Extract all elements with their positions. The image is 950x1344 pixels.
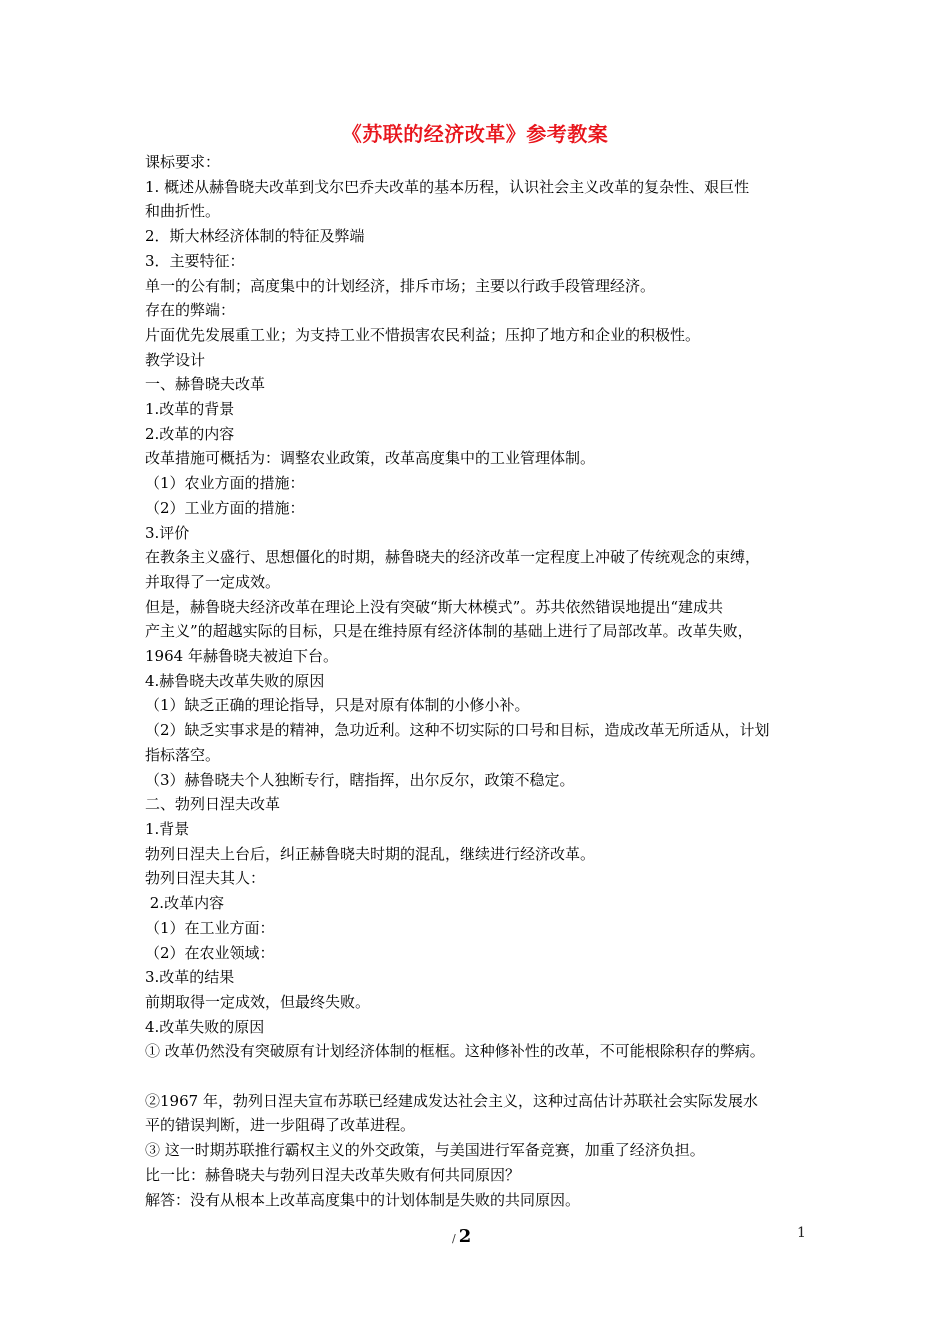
page-slash: / <box>452 1232 456 1245</box>
text-line: 但是，赫鲁晓夫经济改革在理论上没有突破“斯大林模式”。苏共依然错误地提出“建成共 <box>145 597 724 616</box>
text-line: （1）缺乏正确的理论指导，只是对原有体制的小修小补。 <box>145 696 530 715</box>
text-line: （3）赫鲁晓夫个人独断专行，瞎指挥，出尔反尔，政策不稳定。 <box>145 770 575 789</box>
text-line: 平的错误判断，进一步阻碍了改革进程。 <box>145 1116 416 1135</box>
text-line: 3.评价 <box>145 523 190 542</box>
text-line: 产主义”的超越实际的目标，只是在维持原有经济体制的基础上进行了局部改革。改革失败， <box>145 622 753 641</box>
text-line: ③ 这一时期苏联推行霸权主义的外交政策，与美国进行军备竞赛，加重了经济负担。 <box>145 1141 705 1160</box>
text-line: ① 改革仍然没有突破原有计划经济体制的框框。这种修补性的改革，不可能根除积存的弊病。 <box>145 1042 765 1061</box>
text-line: 4.改革失败的原因 <box>145 1017 265 1036</box>
text-line: 1964 年赫鲁晓夫被迫下台。 <box>145 647 338 666</box>
text-line: 存在的弊端： <box>145 301 236 320</box>
text-line: 指标落空。 <box>145 745 221 764</box>
page-total: 2 <box>458 1226 472 1247</box>
text-line: 前期取得一定成效，但最终失败。 <box>145 992 371 1011</box>
page-total-indicator <box>452 1226 471 1247</box>
text-line: （2）在农业领域： <box>145 943 275 962</box>
text-line: （2）工业方面的措施： <box>145 498 305 517</box>
text-line: 改革措施可概括为：调整农业政策，改革高度集中的工业管理体制。 <box>145 449 596 468</box>
text-line: 2.改革的内容 <box>145 424 235 443</box>
text-line: ②1967 年，勃列日涅夫宣布苏联已经建成发达社会主义，这种过高估计苏联社会实际发展水 <box>145 1091 758 1110</box>
text-line: 一、赫鲁晓夫改革 <box>145 375 266 394</box>
text-line: 和曲折性。 <box>145 202 221 221</box>
text-line: 课标要求： <box>145 153 221 171</box>
text-line: 片面优先发展重工业；为支持工业不惜损害农民利益；压抑了地方和企业的积极性。 <box>145 325 701 344</box>
text-line: 单一的公有制；高度集中的计划经济，排斥市场；主要以行政手段管理经济。 <box>145 276 656 295</box>
document-body <box>145 150 813 1212</box>
text-line: 3.改革的结果 <box>145 968 235 987</box>
document-title: 《苏联的经济改革》参考教案 <box>341 122 609 146</box>
text-line: 2.改革内容 <box>145 894 225 913</box>
text-line: 1.背景 <box>145 819 190 838</box>
text-line: 比一比：赫鲁晓夫与勃列日涅夫改革失败有何共同原因？ <box>145 1165 521 1184</box>
text-line: 1.改革的背景 <box>145 400 235 419</box>
text-line: （1）在工业方面： <box>145 918 275 937</box>
text-line: 勃列日涅夫上台后，纠正赫鲁晓夫时期的混乱，继续进行经济改革。 <box>145 844 596 863</box>
text-line: 勃列日涅夫其人： <box>145 869 266 888</box>
text-line: 2．斯大林经济体制的特征及弊端 <box>145 227 365 246</box>
text-line: 教学设计 <box>145 350 206 369</box>
page-number: 1 <box>797 1225 806 1241</box>
text-line: 二、勃列日涅夫改革 <box>145 795 281 814</box>
text-line: 并取得了一定成效。 <box>145 572 281 591</box>
text-line: （2）缺乏实事求是的精神，急功近利。这种不切实际的口号和目标，造成改革无所适从，计划 <box>145 721 770 740</box>
text-line: （1）农业方面的措施： <box>145 474 305 493</box>
text-line: 3．主要特征： <box>145 251 245 270</box>
text-line: 在教条主义盛行、思想僵化的时期，赫鲁晓夫的经济改革一定程度上冲破了传统观念的束缚， <box>145 548 761 567</box>
text-line: 1. 概述从赫鲁晓夫改革到戈尔巴乔夫改革的基本历程，认识社会主义改革的复杂性、艰巨性 <box>145 177 750 196</box>
text-line: 4.赫鲁晓夫改革失败的原因 <box>145 671 325 690</box>
text-line: 解答：没有从根本上改革高度集中的计划体制是失败的共同原因。 <box>145 1190 581 1209</box>
blank-line <box>145 1064 813 1089</box>
